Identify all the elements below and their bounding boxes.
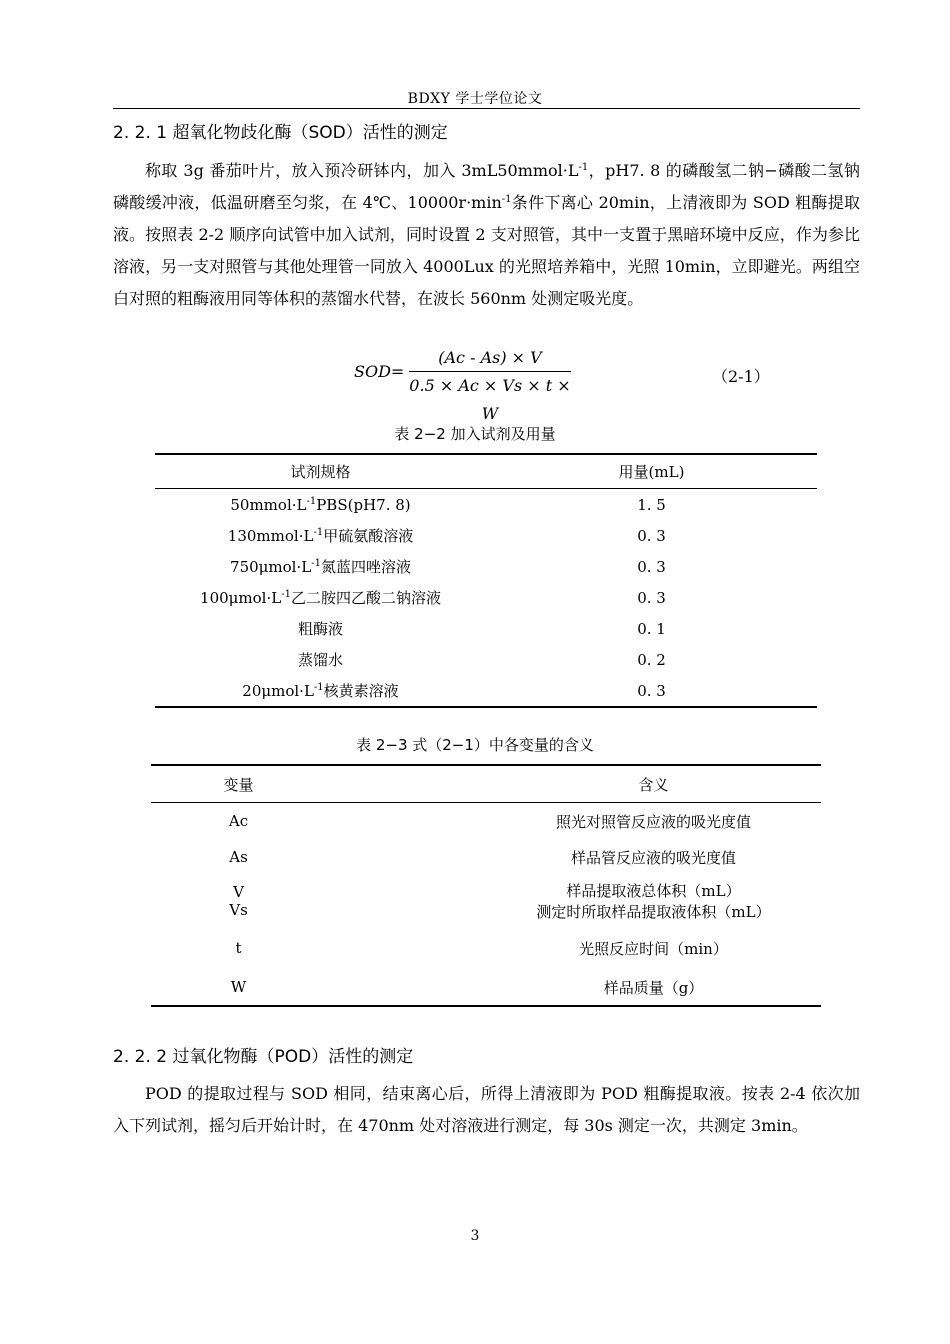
meaning-cell: 样品管反应液的吸光度值 [570, 848, 736, 867]
reagent-cell: $750\mu mol\cdot L^{-1}$氮蓝四唑溶液 [230, 558, 411, 576]
sod-paragraph [113, 155, 860, 315]
amount-cell: 0. 1 [637, 619, 666, 638]
sup-2: -1 [501, 194, 512, 205]
table-row [151, 901, 821, 927]
amount-cell: 0. 3 [486, 675, 817, 707]
reagent-cell: $130mmol\cdot L^{-1}$甲硫氨酸溶液 [227, 527, 414, 545]
amount-cell: 1. 5 [637, 495, 666, 514]
table-row [155, 675, 817, 707]
reagent-table [155, 453, 817, 708]
section-heading-pod: 2. 2. 2 过氧化物酶（POD）活性的测定 [113, 1047, 414, 1067]
variable-cell: As [229, 848, 248, 866]
meaning-cell: 照光对照管反应液的吸光度值 [555, 812, 751, 831]
column-header: 含义 [486, 765, 821, 803]
sup-1: -1 [578, 162, 589, 173]
meaning-cell: 样品质量（g） [486, 969, 821, 1006]
table-header-row [151, 765, 821, 803]
meaning-cell: 光照反应时间（min） [579, 939, 728, 958]
table-row [151, 803, 821, 840]
reagent-cell: 粗酶液 [297, 620, 343, 638]
page-header: BDXY 学士学位论文 [407, 91, 543, 107]
pod-paragraph-text: POD 的提取过程与 SOD 相同，结束离心后，所得上清液即为 POD 粗酶提取液。按表 2-4 依次加入下列试剂，摇匀后开始计时，在 470nm 处对溶液进行测定，每 30s 测定一次，共测定 3min。 [113, 1084, 860, 1135]
section-heading-sod: 2. 2. 1 超氧化物歧化酶（SOD）活性的测定 [113, 123, 448, 143]
variable-cell: Vs [229, 901, 248, 919]
variable-cell: W [151, 969, 486, 1006]
pod-paragraph [113, 1078, 860, 1142]
amount-cell: 0. 2 [637, 650, 666, 669]
equation-fraction [405, 345, 575, 423]
equation-lhs: SOD= [354, 362, 405, 381]
table-row [155, 582, 817, 613]
amount-cell: 0. 3 [637, 526, 666, 545]
table-row [155, 644, 817, 675]
reagent-cell: $50mmol\cdot L^{-1}PBS(pH7$. 8) [230, 495, 411, 514]
table2-caption: 表 2−3 式（2−1）中各变量的含义 [356, 736, 594, 754]
table-row [151, 927, 821, 969]
meaning-cell: 样品提取液总体积（mL） [566, 882, 741, 900]
column-header: 用量(mL) [486, 454, 817, 489]
para-seg-3: 条件下离心 20min，上清液即为 SOD 粗酶提取液。按照表 2-2 顺序向试管中加入试剂，同时设置 2 支对照管，其中一支置于黑暗环境中反应，作为参比溶液，另一支对照管与其他处理管一同放入 4000Lux 的光照培养箱中，光照 10min，立即避光。两组空白对照的粗酶液用同等体积的蒸馏水代替，在波长 560nm 处测定吸光度。 [113, 193, 860, 308]
table-row [155, 489, 817, 521]
table-row [155, 613, 817, 644]
reagent-cell: $100\mu mol\cdot L^{-1}$乙二胺四乙酸二钠溶液 [200, 589, 441, 607]
table1-caption: 表 2−2 加入试剂及用量 [394, 425, 556, 443]
reagent-cell: $20\mu mol\cdot L^{-1}$核黄素溶液 [155, 675, 486, 707]
amount-cell: 0. 3 [637, 588, 666, 607]
para-seg-1: 称取 3g 番茄叶片，放入预冷研钵内，加入 3mL50mmol·L [145, 161, 579, 180]
equation-denominator: 0.5 × Ac × Vs × t × W [409, 376, 571, 423]
table-row [155, 520, 817, 551]
reagent-cell: 蒸馏水 [297, 651, 343, 669]
table-row [151, 875, 821, 901]
table-row [151, 969, 821, 1006]
variable-cell: Ac [228, 812, 249, 830]
page-number: 3 [470, 1228, 480, 1244]
column-header: 变量 [151, 765, 486, 803]
variable-cell: t [235, 939, 242, 957]
table-header-row [155, 454, 817, 489]
column-header: 试剂规格 [155, 454, 486, 489]
header-rule [113, 108, 860, 109]
table-row [151, 839, 821, 875]
meaning-cell: 测定时所取样品提取液体积（mL） [536, 903, 771, 921]
variable-table [151, 764, 821, 1007]
equation-numerator: (Ac - As) × V [438, 348, 542, 367]
variable-cell: V [233, 883, 244, 901]
table-row [155, 551, 817, 582]
equation-number: （2-1） [712, 367, 770, 386]
sod-paragraph-text [113, 155, 860, 315]
para-seg-2: ，pH7. 8 的磷酸氢二钠−磷酸二氢钠磷酸缓冲液，低温研磨至匀浆，在 4℃、10000r·min [113, 161, 860, 212]
amount-cell: 0. 3 [637, 557, 666, 576]
equation-lhs-text: SOD [354, 362, 391, 381]
